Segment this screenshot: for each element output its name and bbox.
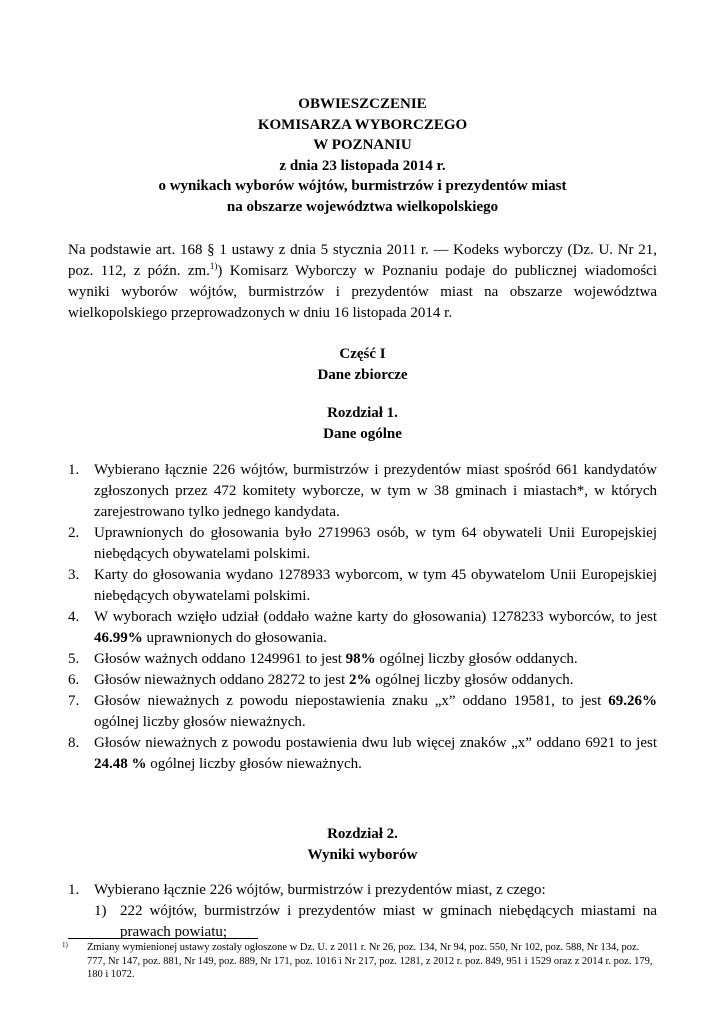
header-line-1: OBWIESZCZENIE bbox=[298, 96, 427, 112]
footnote-reference: 1) bbox=[209, 261, 218, 271]
intro-paragraph bbox=[68, 240, 657, 324]
item-number: 3. bbox=[68, 567, 80, 583]
list-item bbox=[68, 880, 657, 943]
item-text-post: ogólnej liczby głosów oddanych. bbox=[375, 651, 578, 667]
header-subject-2: na obszarze województwa wielkopolskiego bbox=[226, 198, 499, 215]
item-text-post: ogólnej liczby głosów nieważnych. bbox=[146, 756, 362, 772]
item-text-post: ogólnej liczby głosów oddanych. bbox=[371, 672, 574, 688]
item-text-post: ogólnej liczby głosów nieważnych. bbox=[94, 714, 306, 730]
list-item bbox=[68, 649, 657, 670]
item-number: 5. bbox=[68, 651, 80, 667]
item-text: Wybierano łącznie 226 wójtów, burmistrzów i prezydentów miast, z czego: bbox=[94, 882, 546, 898]
item-text-pre: Głosów ważnych oddano 1249961 to jest bbox=[94, 651, 346, 667]
invalid-votes-percent: 2% bbox=[348, 672, 372, 688]
subitem-text: 222 wójtów, burmistrzów i prezydentów miast w gminach niebędących miastami na prawach powiatu; bbox=[120, 903, 657, 940]
document-header bbox=[60, 94, 665, 217]
header-line-2: KOMISARZA WYBORCZEGO bbox=[257, 116, 468, 133]
chapter-2-subtitle: Wyniki wyborów bbox=[307, 847, 418, 863]
chapter-1-list bbox=[68, 460, 657, 775]
list-item bbox=[68, 607, 657, 649]
chapter-2-heading bbox=[60, 824, 665, 866]
list-item bbox=[68, 460, 657, 523]
footnote-mark: 1) bbox=[62, 941, 68, 949]
item-number: 1. bbox=[68, 882, 80, 898]
item-text-post: uprawnionych do głosowania. bbox=[142, 630, 327, 646]
item-number: 6. bbox=[68, 672, 80, 688]
item-text-pre: Głosów nieważnych z powodu postawienia dwu lub więcej znaków „x” oddano 6921 to jest bbox=[94, 735, 657, 751]
part-1-subtitle: Dane zbiorcze bbox=[317, 367, 408, 383]
item-text-pre: W wyborach wzięło udział (oddało ważne karty do głosowania) 1278233 wyborców, to jest bbox=[94, 609, 657, 625]
no-mark-percent: 69.26% bbox=[608, 693, 657, 709]
item-text-pre: Głosów nieważnych oddano 28272 to jest bbox=[94, 672, 349, 688]
header-subject-1: o wynikach wyborów wójtów, burmistrzów i prezydentów miast bbox=[158, 178, 567, 194]
turnout-percent: 46.99% bbox=[94, 630, 143, 646]
footnote-text: Zmiany wymienionej ustawy zostały ogłoszone w Dz. U. z 2011 r. Nr 26, poz. 134, Nr 94, poz. 550, Nr 102, poz. 588, Nr 134, poz. 777, Nr 147, poz. 881, Nr 149, poz. 889, Nr 171, poz. 1016 i Nr 217, poz. 1281, z 2012 r. poz. 849, 951 i 1529 oraz z 2014 r. poz. 179, 180 i 1072. bbox=[87, 942, 653, 980]
header-line-3: W POZNANIU bbox=[313, 137, 412, 153]
list-item bbox=[68, 733, 657, 775]
chapter-2-sublist bbox=[94, 901, 657, 943]
item-number: 7. bbox=[68, 693, 80, 709]
footnote-divider bbox=[68, 938, 258, 939]
chapter-2-list bbox=[68, 880, 657, 943]
item-text: Wybierano łącznie 226 wójtów, burmistrzów i prezydentów miast spośród 661 kandydatów zgłoszonych przez 472 komitety wyborcze, w tym w 38 gminach i miastach*, w których zarejestrowano tylko jednego kandydata. bbox=[94, 462, 657, 520]
item-number: 4. bbox=[68, 609, 80, 625]
part-1-title: Część I bbox=[339, 346, 386, 362]
item-text-pre: Głosów nieważnych z powodu niepostawienia znaku „x” oddano 19581, to jest bbox=[94, 693, 609, 709]
item-number: 1. bbox=[68, 462, 80, 478]
chapter-2-title: Rozdział 2. bbox=[327, 826, 398, 842]
intro-text-before: Na podstawie art. 168 § 1 ustawy z dnia 5 stycznia 2011 r. — Kodeks wyborczy (Dz. U. Nr 21, poz. 112, z późn. zm. bbox=[68, 242, 657, 279]
sublist-item bbox=[94, 901, 657, 943]
header-date: z dnia 23 listopada 2014 r. bbox=[279, 157, 446, 174]
intro-text-after: ) Komisarz Wyborczy w Poznaniu podaje do publicznej wiadomości wyniki wyborów wójtów, burmistrzów i prezydentów miast na obszarze województwa wielkopolskiego przeprowadzonych w dniu 16 listopada 2014 r. bbox=[68, 263, 657, 321]
list-item bbox=[68, 670, 657, 691]
item-number: 2. bbox=[68, 525, 80, 541]
footnote bbox=[62, 941, 660, 982]
valid-votes-percent: 98% bbox=[345, 651, 376, 667]
subitem-number: 1) bbox=[94, 903, 107, 919]
item-text: Karty do głosowania wydano 1278933 wyborcom, w tym 45 obywatelom Unii Europejskiej niebędących obywatelami polskimi. bbox=[94, 567, 657, 604]
chapter-1-title: Rozdział 1. bbox=[327, 405, 398, 421]
list-item bbox=[68, 691, 657, 733]
list-item bbox=[68, 523, 657, 565]
part-1-heading bbox=[60, 344, 665, 386]
chapter-1-subtitle: Dane ogólne bbox=[323, 426, 402, 442]
item-number: 8. bbox=[68, 735, 80, 751]
multiple-marks-percent: 24.48 % bbox=[94, 756, 147, 772]
chapter-1-heading bbox=[60, 403, 665, 445]
item-text: Uprawnionych do głosowania było 2719963 osób, w tym 64 obywateli Unii Europejskiej niebędących obywatelami polskimi. bbox=[94, 525, 657, 562]
list-item bbox=[68, 565, 657, 607]
